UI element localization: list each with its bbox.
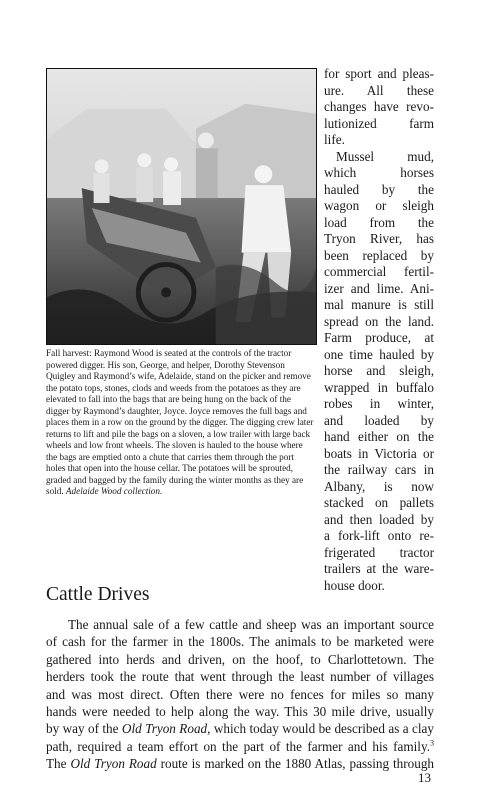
- text-line: load from the: [324, 214, 434, 230]
- text-fragment: path, required a team effort on the part of the farmer and his family.: [46, 738, 430, 754]
- road-name: Old Tryon Road,: [121, 721, 211, 737]
- photo-caption: [46, 348, 314, 498]
- text-line: the railway cars in: [324, 462, 434, 477]
- text-line: been replaced by: [324, 247, 434, 263]
- text-line: gathered into herds and driven, on the hoof, to Charlottetown. The: [46, 651, 434, 667]
- text-line: one time hauled by: [324, 346, 434, 362]
- text-line: Farm produce, at: [324, 330, 434, 345]
- section-heading: Cattle Drives: [46, 584, 150, 605]
- text-line: herders took the route that went through the least number of villages: [46, 669, 434, 685]
- text-line: a fork-lift onto re-: [324, 528, 434, 543]
- text-line: The annual sale of a few cattle and sheep was an important source: [68, 617, 434, 632]
- text-line: wrapped in buffalo: [324, 379, 434, 395]
- text-line: Mussel mud,: [336, 148, 434, 164]
- text-line: Tryon River, has: [324, 231, 434, 246]
- text-line: boats in Victoria or: [324, 445, 434, 461]
- text-line: of cash for the farmer in the 1800s. The animals to be marketed were: [46, 634, 434, 650]
- text-line: mal manure is still: [324, 297, 434, 312]
- text-line: [46, 755, 434, 772]
- cattle-drives-paragraph: [46, 616, 434, 773]
- caption-text: Fall harvest: Raymond Wood is seated at the controls of the tractor powered digger. His son, George, and helper, Dorothy Stevenson Quigley and Raymond’s wife, Adelaide, stand on the picker and remove the potato tops, stones, clods and weeds from the potatoes as they are elevated to fall into the bags that are being hung on the back of the digger by Raymond’s daughter, Joyce. Joyce removes the full bags and places them in a row on the ground by the digger. The digging crew later returns to lift and pile the bags on a sloven, a low trailer with large back wheels and low front wheels. The sloven is hauled to the house where the bags are emptied onto a chute that carries them through the port holes that open into the house cellar. The potatoes will be sprouted, graded and bagged by the family during the winter months as they are sold.: [46, 348, 314, 496]
- photo-credit: Adelaide Wood collection.: [65, 486, 163, 496]
- page-number: 13: [418, 770, 431, 785]
- text-line: and loaded by: [324, 412, 434, 428]
- text-line: life.: [324, 132, 345, 147]
- text-line: and then loaded by: [324, 511, 434, 527]
- text-fragment: by way of the: [46, 721, 119, 737]
- text-line: stacked on pallets: [324, 495, 434, 510]
- historical-photo-icon: [47, 69, 316, 344]
- text-line: hauled by the: [324, 181, 434, 197]
- text-line: ure. All these: [324, 82, 434, 98]
- text-line: izer and lime. Ani-: [324, 280, 434, 296]
- text-line: [46, 738, 434, 755]
- text-line: commercial fertil-: [324, 264, 434, 279]
- harvest-photo: [46, 68, 317, 345]
- text-line: hands were needed to help along the way. This 30 mile drive, usually: [46, 704, 434, 720]
- text-fragment: The: [46, 756, 67, 772]
- text-line: which horses: [324, 165, 434, 180]
- text-line: wagon or sleigh: [324, 198, 434, 213]
- road-name: Old Tryon Road: [70, 756, 157, 772]
- text-line: and was most direct. Often there were no fences for miles so many: [46, 686, 434, 702]
- text-line: changes have revo-: [324, 99, 434, 114]
- text-line: hand either on the: [324, 429, 434, 444]
- right-column-text: [324, 66, 434, 594]
- text-line: frigerated tractor: [324, 544, 434, 560]
- text-line: trailers at the ware-: [324, 561, 434, 576]
- text-line: for sport and pleas-: [324, 66, 434, 81]
- text-line: horse and sleigh,: [324, 363, 434, 378]
- text-line: robes in winter,: [324, 396, 434, 411]
- text-fragment: route is marked on the 1880 Atlas, passing through: [160, 756, 435, 772]
- text-line: Albany, is now: [324, 478, 434, 494]
- text-line: [46, 720, 434, 737]
- text-line: house door.: [324, 577, 385, 593]
- footnote-marker[interactable]: 3: [430, 738, 434, 748]
- text-line: lutionized farm: [324, 115, 434, 131]
- text-fragment: which today would be described as a clay: [213, 721, 435, 737]
- text-line: spread on the land.: [324, 313, 434, 329]
